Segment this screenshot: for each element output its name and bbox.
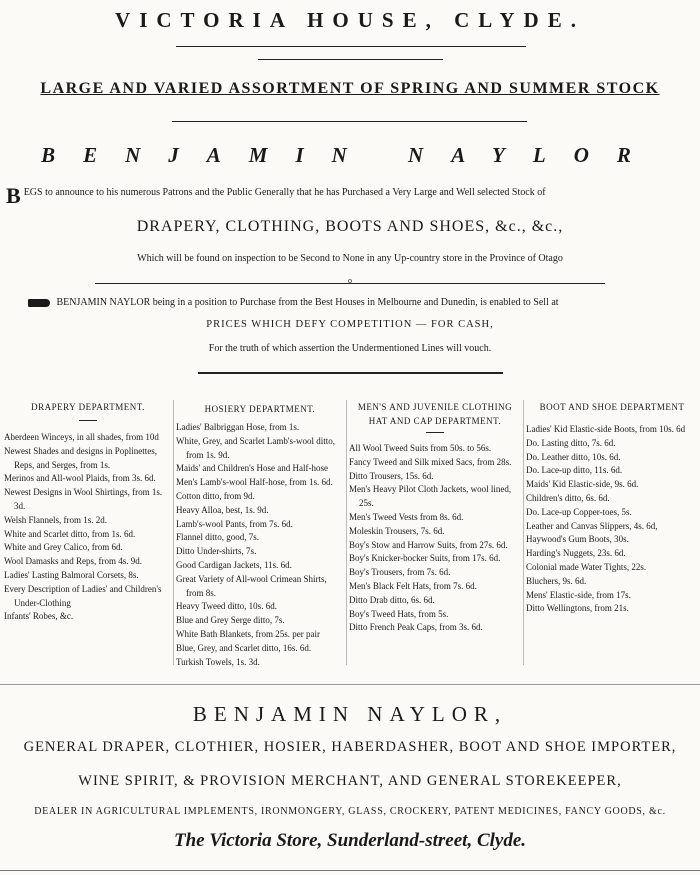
divider bbox=[172, 121, 527, 122]
list-item: Men's Tweed Vests from 8s. 6d. bbox=[349, 511, 464, 522]
list-item: Ladies' Balbriggan Hose, from 1s. bbox=[176, 422, 300, 432]
list-item: Ditto French Peak Caps, from 3s. 6d. bbox=[349, 622, 483, 633]
pointing-hand-icon bbox=[28, 299, 50, 307]
list-item: Wool Damasks and Reps, from 4s. 9d. bbox=[4, 556, 143, 567]
column-heading: BOOT AND SHOE DEPARTMENT bbox=[539, 402, 685, 412]
list-item: Maids' Kid Elastic-side, 9s. 6d. bbox=[526, 479, 639, 490]
divider bbox=[198, 372, 503, 374]
list-item: Do. Leather ditto, 10s. 6d. bbox=[526, 451, 621, 462]
list-item: White and Scarlet ditto, from 1s. 6d. bbox=[4, 528, 136, 539]
list-item: Lamb's-wool Pants, from 7s. 6d. bbox=[176, 518, 293, 529]
promo-text: BENJAMIN NAYLOR being in a position to Purchase from the Best Houses in Melbourne and Dunedin, is enabled to Sell at bbox=[56, 297, 559, 308]
list-item: Newest Designs in Wool Shirtings, from 1s. 3d. bbox=[4, 487, 163, 511]
column-divider bbox=[523, 400, 524, 665]
list-item: Ditto Trousers, 15s. 6d. bbox=[349, 470, 434, 481]
list-item: Mens' Elastic-side, from 17s. bbox=[526, 589, 631, 600]
footer-dealer-line: DEALER IN AGRICULTURAL IMPLEMENTS, IRONMONGERY, GLASS, CROCKERY, PATENT MEDICINES, FANCY GOODS, &c. bbox=[34, 806, 666, 817]
list-item: Newest Shades and designs in Poplinettes, Reps, and Serges, from 1s. bbox=[4, 445, 157, 470]
list-item: Every Description of Ladies' and Children's Under-Clothing bbox=[4, 583, 162, 608]
list-item: Do. Lace-up ditto, 11s. 6d. bbox=[526, 465, 623, 476]
list-item: Harding's Nuggets, 23s. 6d. bbox=[526, 548, 626, 559]
clothing-list bbox=[349, 442, 521, 635]
list-item: White and Grey Calico, from 6d. bbox=[4, 542, 123, 553]
list-item: Colonial made Water Tights, 22s. bbox=[526, 561, 647, 572]
column-heading: DRAPERY DEPARTMENT. bbox=[31, 402, 145, 412]
list-item: Boy's Stow and Harrow Suits, from 27s. 6d. bbox=[349, 539, 508, 550]
list-item: Do. Lasting ditto, 7s. 6d. bbox=[526, 437, 616, 448]
clothing-column bbox=[349, 400, 521, 635]
list-item: Heavy Alloa, best, 1s. 9d. bbox=[176, 504, 269, 515]
list-item: Haywood's Gum Boots, 30s. bbox=[526, 534, 629, 545]
intro-text: EGS to announce to his numerous Patrons and the Public Generally that he has Purchased a Very Large and Well selected Stock of bbox=[23, 187, 546, 198]
footer-merchant-line: WINE SPIRIT, & PROVISION MERCHANT, AND GENERAL STOREKEEPER, bbox=[78, 773, 622, 789]
footer-merchant-name: BENJAMIN NAYLOR, bbox=[192, 702, 508, 726]
list-item: Fancy Tweed and Silk mixed Sacs, from 28s. bbox=[349, 456, 512, 467]
list-item: Men's Black Felt Hats, from 7s. 6d. bbox=[349, 580, 477, 591]
footer-store-address: The Victoria Store, Sunderland-street, Clyde. bbox=[173, 830, 527, 851]
list-item: Ladies' Lasting Balmoral Corsets, 8s. bbox=[4, 569, 139, 580]
subtitle: LARGE AND VARIED ASSORTMENT OF SPRING AND SUMMER STOCK bbox=[40, 80, 660, 97]
column-divider bbox=[346, 400, 347, 665]
page-title: VICTORIA HOUSE, CLYDE. bbox=[115, 8, 585, 32]
list-item: Cotton ditto, from 9d. bbox=[176, 490, 255, 501]
footer-trades-line: GENERAL DRAPER, CLOTHIER, HOSIER, HABERDASHER, BOOT AND SHOE IMPORTER, bbox=[23, 739, 677, 755]
column-heading: HOSIERY DEPARTMENT. bbox=[204, 404, 316, 414]
merchant-name: BENJAMIN NAYLOR bbox=[41, 143, 659, 167]
list-item: White Bath Blankets, from 25s. per pair bbox=[176, 628, 320, 639]
list-item: White, Grey, and Scarlet Lamb's-wool ditto, from 1s. 9d. bbox=[176, 435, 335, 460]
found-line: Which will be found on inspection to be Second to None in any Up-country store in the Province of Otago bbox=[137, 253, 563, 264]
list-item: Boy's Trousers, from 7s. 6d. bbox=[349, 567, 451, 578]
list-item: Men's Heavy Pilot Cloth Jackets, wool lined, 25s. bbox=[349, 484, 512, 509]
hosiery-column bbox=[176, 402, 344, 669]
list-item: Good Cardigan Jackets, 11s. 6d. bbox=[176, 559, 292, 570]
divider bbox=[251, 417, 269, 418]
list-item: Blue, Grey, and Scarlet ditto, 16s. 6d. bbox=[176, 642, 312, 653]
list-item: Boy's Tweed Hats, from 5s. bbox=[349, 608, 449, 619]
list-item: Men's Lamb's-wool Half-hose, from 1s. 6d. bbox=[176, 477, 333, 488]
list-item: Great Variety of All-wool Crimean Shirts, from 8s. bbox=[176, 573, 327, 598]
list-item: All Wool Tweed Suits from 50s. to 56s. bbox=[349, 443, 492, 453]
list-item: Boy's Knicker-bocker Suits, from 17s. 6d. bbox=[349, 553, 501, 564]
divider bbox=[176, 46, 526, 47]
list-item: Bluchers, 9s. 6d. bbox=[526, 575, 587, 586]
boots-column bbox=[526, 400, 698, 616]
goods-heading: DRAPERY, CLOTHING, BOOTS AND SHOES, &c., &c., bbox=[136, 218, 564, 235]
divider bbox=[0, 870, 700, 871]
column-divider bbox=[173, 400, 174, 665]
divider bbox=[426, 432, 444, 433]
list-item: Ditto Drab ditto, 6s. 6d. bbox=[349, 594, 435, 605]
list-item: Maids' and Children's Hose and Half-hose bbox=[176, 463, 328, 474]
list-item: Merinos and All-wool Plaids, from 3s. 6d. bbox=[4, 473, 156, 484]
boots-list bbox=[526, 423, 698, 616]
drapery-list bbox=[4, 431, 172, 624]
list-item: Ditto Wellingtons, from 21s. bbox=[526, 603, 629, 614]
list-item: Turkish Towels, 1s. 3d. bbox=[176, 656, 260, 667]
list-item: Infants' Robes, &c. bbox=[4, 611, 74, 622]
divider bbox=[0, 684, 700, 685]
list-item: Heavy Tweed ditto, 10s. 6d. bbox=[176, 601, 277, 612]
list-item: Welsh Flannels, from 1s. 2d. bbox=[4, 514, 108, 525]
list-item: Moleskin Trousers, 7s. 6d. bbox=[349, 525, 445, 536]
list-item: Do. Lace-up Copper-toes, 5s. bbox=[526, 506, 632, 517]
list-item: Aberdeen Winceys, in all shades, from 10d bbox=[4, 432, 159, 442]
divider bbox=[258, 59, 443, 60]
promo-paragraph bbox=[28, 296, 696, 310]
list-item: Ditto Under-shirts, 7s. bbox=[176, 546, 257, 557]
hosiery-list bbox=[176, 421, 344, 669]
drapery-column bbox=[4, 400, 172, 624]
divider bbox=[603, 418, 621, 419]
divider bbox=[79, 420, 97, 421]
list-item: Ladies' Kid Elastic-side Boots, from 10s. 6d bbox=[526, 424, 686, 434]
truth-line: For the truth of which assertion the Undermentioned Lines will vouch. bbox=[208, 343, 492, 354]
divider-ornament: o bbox=[348, 276, 352, 285]
drop-cap: B bbox=[6, 183, 21, 208]
column-heading: MEN'S AND JUVENILE CLOTHING HAT AND CAP DEPARTMENT. bbox=[357, 402, 513, 426]
list-item: Children's ditto, 6s. 6d. bbox=[526, 492, 610, 503]
list-item: Blue and Grey Serge ditto, 7s. bbox=[176, 615, 285, 626]
list-item: Flannel ditto, good, 7s. bbox=[176, 532, 259, 543]
intro-paragraph bbox=[6, 183, 696, 208]
list-item: Leather and Canvas Slippers, 4s. 6d, bbox=[526, 520, 658, 531]
prices-line: PRICES WHICH DEFY COMPETITION — FOR CASH, bbox=[206, 319, 494, 330]
